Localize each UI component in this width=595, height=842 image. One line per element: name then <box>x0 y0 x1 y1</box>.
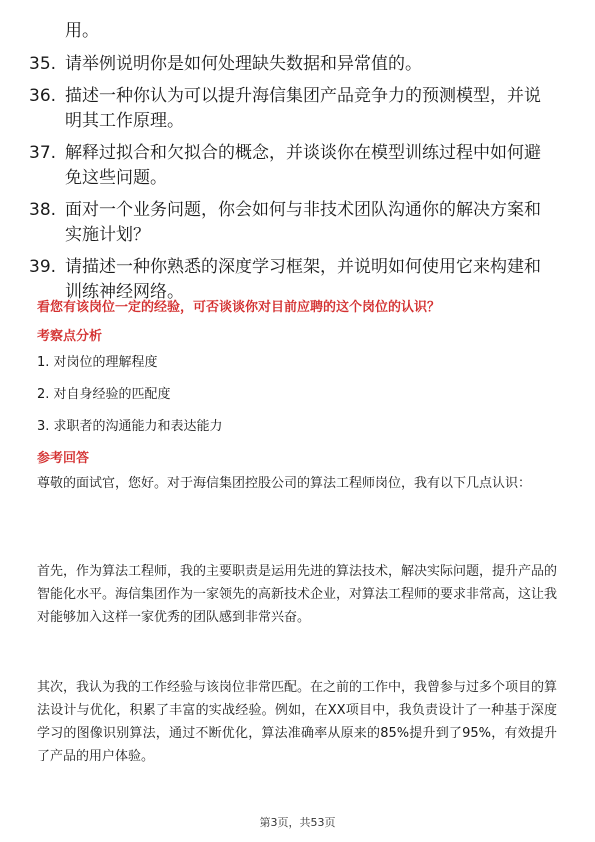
highlight-question: 看您有该岗位一定的经验，可否谈谈你对目前应聘的这个岗位的认识？ <box>37 300 441 315</box>
question-number: 36. <box>29 86 57 106</box>
question-number: 39. <box>29 257 57 277</box>
question-text: 解释过拟合和欠拟合的概念，并谈谈你在模型训练过程中如何避免这些问题。 <box>65 143 541 188</box>
question-list <box>29 52 554 312</box>
page-footer: 第3页，共53页 <box>259 816 336 829</box>
question-text: 请举例说明你是如何处理缺失数据和异常值的。 <box>65 54 422 74</box>
analysis-point: 1. 对岗位的理解程度 <box>37 355 158 370</box>
reference-paragraph: 尊敬的面试官，您好。对于海信集团控股公司的算法工程师岗位，我有以下几点认识： <box>37 476 532 491</box>
question-item <box>29 52 554 77</box>
analysis-heading: 考察点分析 <box>37 329 103 344</box>
question-item <box>29 198 554 248</box>
question-number: 35. <box>29 54 57 74</box>
reference-paragraph: 首先，作为算法工程师，我的主要职责是运用先进的算法技术，解决实际问题，提升产品的智能化水平。海信集团作为一家领先的高新技术企业，对算法工程师的要求非常高，这让我对能够加入这样一家优秀的团队感到非常兴奋。 <box>37 564 558 625</box>
continuation-text: 用。 <box>65 21 99 41</box>
question-text: 请描述一种你熟悉的深度学习框架，并说明如何使用它来构建和训练神经网络。 <box>65 257 541 302</box>
question-number: 38. <box>29 200 57 220</box>
reference-paragraph: 其次，我认为我的工作经验与该岗位非常匹配。在之前的工作中，我曾参与过多个项目的算法设计与优化，积累了丰富的实战经验。例如，在XX项目中，我负责设计了一种基于深度学习的图像识别算法，通过不断优化，算法准确率从原来的85%提升到了95%，有效提升了产品的用户体验。 <box>37 680 558 764</box>
question-number: 37. <box>29 143 57 163</box>
question-item <box>29 141 554 191</box>
question-item <box>29 84 554 134</box>
analysis-points <box>37 352 223 448</box>
analysis-point: 3. 求职者的沟通能力和表达能力 <box>37 419 223 434</box>
analysis-point: 2. 对自身经验的匹配度 <box>37 387 171 402</box>
reference-heading: 参考回答 <box>37 451 90 466</box>
question-text: 描述一种你认为可以提升海信集团产品竞争力的预测模型，并说明其工作原理。 <box>65 86 541 131</box>
question-text: 面对一个业务问题，你会如何与非技术团队沟通你的解决方案和实施计划？ <box>65 200 541 245</box>
